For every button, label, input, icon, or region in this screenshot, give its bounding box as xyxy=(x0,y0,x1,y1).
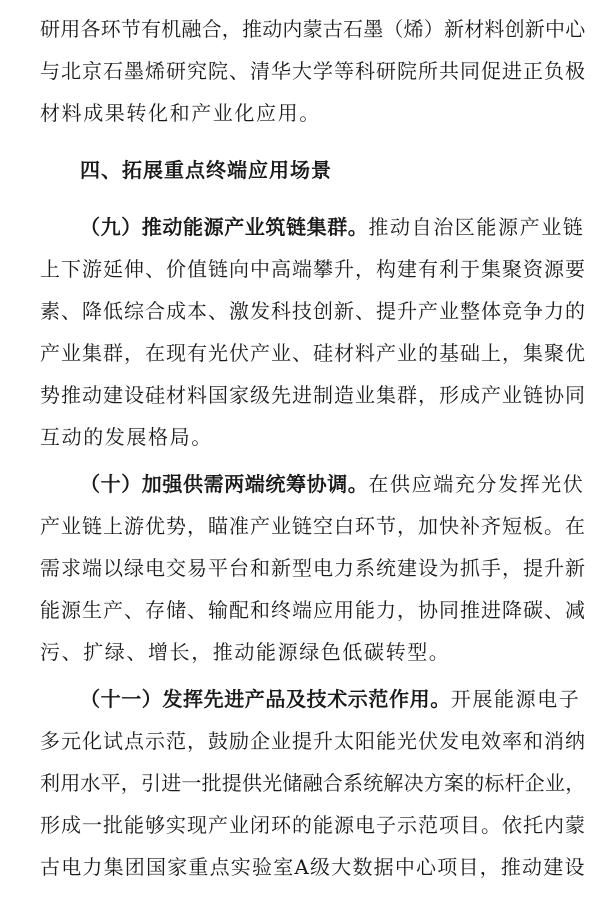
paragraph-line: 污、扩绿、增长，推动能源绿色低碳转型。 xyxy=(40,640,451,664)
paragraph-first-line xyxy=(80,474,584,494)
intro-line: 与北京石墨烯研究院、清华大学等科研院所共同促进正负极 xyxy=(40,59,586,83)
paragraph-first-line xyxy=(80,689,580,709)
paragraph-lead: （十一）发挥先进产品及技术示范作用。 xyxy=(80,687,451,711)
paragraph-line: 产业集群，在现有光伏产业、硅材料产业的基础上，集聚优 xyxy=(40,341,586,365)
paragraph-line: 需求端以绿电交易平台和新型电力系统建设为抓手，提升新 xyxy=(40,556,586,580)
paragraph-line: 能源生产、存储、输配和终端应用能力，协同推进降碳、减 xyxy=(40,598,586,622)
paragraph-lead: （十）加强供需两端统筹协调。 xyxy=(80,472,369,496)
paragraph-line: 利用水平，引进一批提供光储融合系统解决方案的标杆企业， xyxy=(40,771,586,795)
paragraph-line: 产业链上游优势，瞄准产业链空白环节，加快补齐短板。在 xyxy=(40,514,586,538)
intro-line: 材料成果转化和产业化应用。 xyxy=(40,101,321,125)
paragraph-line: 势推动建设硅材料国家级先进制造业集群，形成产业链协同 xyxy=(40,383,586,407)
paragraph-first-line xyxy=(80,217,584,237)
paragraph-text: 在供应端充分发挥光伏 xyxy=(368,472,585,496)
paragraph-line: 形成一批能够实现产业闭环的能源电子示范项目。依托内蒙 xyxy=(40,813,586,837)
paragraph-lead: （九）推动能源产业筑链集群。 xyxy=(80,215,369,239)
paragraph-line: 多元化试点示范，鼓励企业提升太阳能光伏发电效率和消纳 xyxy=(40,729,586,753)
section-heading: 四、拓展重点终端应用场景 xyxy=(80,158,332,182)
intro-line: 研用各环节有机融合，推动内蒙古石墨（烯）新材料创新中心 xyxy=(40,17,586,41)
paragraph-line: 素、降低综合成本、激发科技创新、提升产业整体竞争力的 xyxy=(40,299,586,323)
paragraph-line: 古电力集团国家重点实验室A级大数据中心项目，推动建设 xyxy=(40,855,586,879)
paragraph-text: 开展能源电子 xyxy=(450,687,581,711)
paragraph-text: 推动自治区能源产业链 xyxy=(368,215,585,239)
paragraph-line: 上下游延伸、价值链向中高端攀升，构建有利于集聚资源要 xyxy=(40,257,586,281)
paragraph-line: 互动的发展格局。 xyxy=(40,425,213,449)
